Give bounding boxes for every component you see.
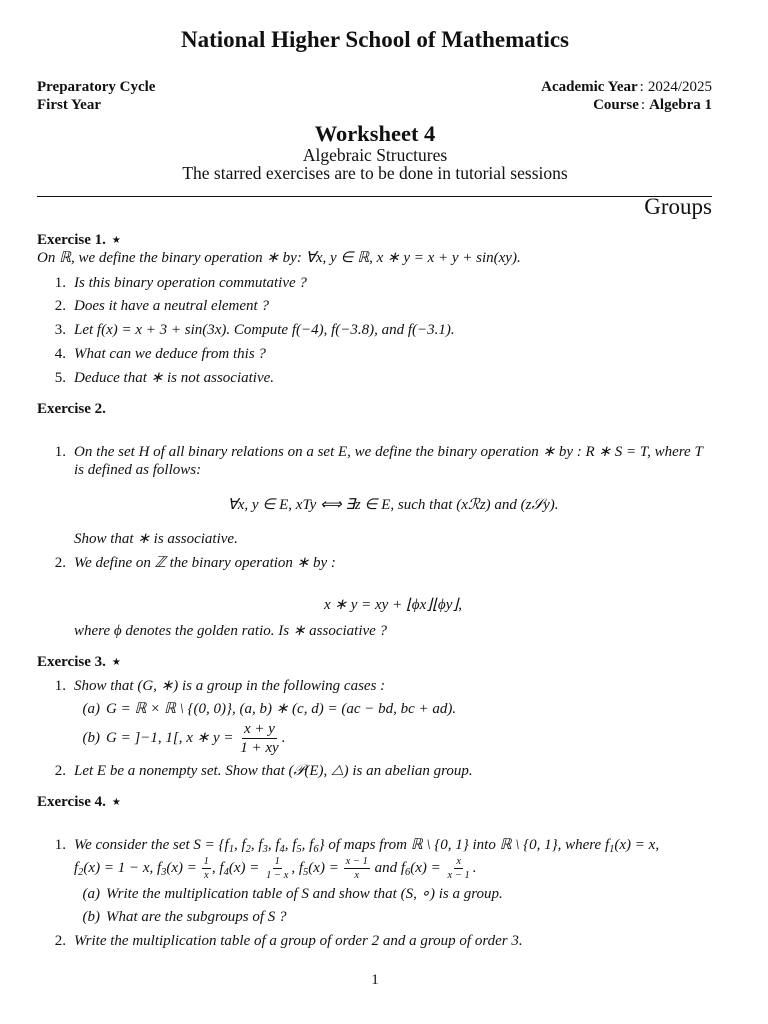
- item-text: We define on ℤ the binary operation ∗ by :: [74, 555, 336, 571]
- list-item-continuation: [0, 529, 768, 549]
- academic-year: [541, 77, 712, 97]
- item-text: where ϕ denotes the golden ratio. Is ∗ associative ?: [74, 623, 388, 639]
- worksheet-topic: Algebraic Structures: [302, 145, 448, 165]
- sub-item-label: (a): [82, 701, 100, 717]
- text-run: (x) =: [166, 860, 201, 876]
- year-label: First Year: [37, 97, 101, 113]
- exercise-title: Exercise 4.: [37, 794, 106, 810]
- item-number: 1.: [54, 444, 66, 460]
- formula: ∀x, y ∈ E, xTy ⟺ ∃z ∈ E, such that (xℛz) and (z𝒮y).: [227, 497, 559, 513]
- display-formula: [0, 495, 768, 515]
- fraction-numerator: x: [454, 856, 463, 869]
- item-number: 2.: [54, 933, 66, 949]
- text-run: , f: [250, 837, 263, 853]
- text-run: (x) =: [410, 860, 445, 876]
- list-item: [0, 931, 768, 951]
- text-run: (x) = 1 − x, f: [83, 860, 162, 876]
- item-text: Let f(x) = x + 3 + sin(3x). Compute f(−4), f(−3.8), and f(−3.1).: [74, 322, 455, 338]
- item-text: Show that (G, ∗) is a group in the following cases :: [74, 678, 386, 694]
- exercise-title: Exercise 1.: [37, 232, 106, 248]
- subscript: 5: [303, 867, 309, 879]
- fraction-denominator: x: [203, 870, 209, 882]
- separator: :: [640, 97, 646, 113]
- list-item: [0, 553, 768, 573]
- subscript: 2: [78, 867, 84, 879]
- sub-item: [0, 699, 768, 719]
- item-number: 3.: [54, 322, 66, 338]
- item-number: 1.: [54, 678, 66, 694]
- exercise-4-heading: [37, 792, 121, 814]
- section-title: Groups: [644, 194, 712, 219]
- text-run: , f: [211, 860, 224, 876]
- item-text: is defined as follows:: [74, 462, 202, 478]
- school-name: National Higher School of Mathematics: [181, 27, 569, 52]
- fraction-numerator: 1: [273, 856, 282, 869]
- subscript: 6: [405, 867, 411, 879]
- item-text: Write the multiplication table of a group of order 2 and a group of order 3.: [74, 933, 523, 949]
- item-text: Is this binary operation commutative ?: [74, 275, 307, 291]
- item-text: Let E be a nonempty set. Show that (𝒫(E), △) is an abelian group.: [74, 763, 473, 779]
- worksheet-note: The starred exercises are to be done in tutorial sessions: [182, 163, 568, 183]
- text-run: , f: [301, 837, 314, 853]
- star-icon: ★: [111, 797, 121, 808]
- item-text: [74, 835, 659, 855]
- worksheet-title: Worksheet 4: [314, 121, 436, 146]
- list-item: [0, 761, 768, 781]
- fraction: [264, 856, 290, 881]
- fraction-denominator: x: [354, 870, 360, 882]
- subscript: 5: [296, 844, 302, 856]
- list-item-continuation: [0, 621, 768, 641]
- subscript: 1: [609, 844, 615, 856]
- exercise-title: Exercise 3.: [37, 654, 106, 670]
- sub-item-text: Write the multiplication table of S and show that (S, ∘) is a group.: [106, 886, 503, 902]
- formula: x ∗ y = xy + ⌊ϕx⌋⌊ϕy⌋,: [324, 597, 462, 613]
- list-item: [0, 442, 768, 462]
- sub-item-text: [106, 720, 285, 757]
- fraction: [344, 856, 370, 881]
- fraction-numerator: x − 1: [344, 856, 370, 869]
- item-text: [74, 855, 477, 881]
- subscript: 2: [245, 844, 251, 856]
- subscript: 6: [313, 844, 319, 856]
- course-label: Course: [593, 97, 639, 113]
- text-run: G = ]−1, 1[, x ∗ y =: [106, 730, 238, 746]
- subscript: 3: [262, 844, 268, 856]
- text-run: , f: [291, 860, 304, 876]
- subscript: 4: [279, 844, 285, 856]
- fraction: [446, 856, 472, 881]
- subscript: 3: [161, 867, 167, 879]
- list-item-continuation: [0, 460, 768, 480]
- separator: :: [639, 79, 644, 95]
- exercise-title: Exercise 2.: [37, 401, 106, 417]
- subscript: 1: [228, 844, 234, 856]
- list-item: [0, 320, 768, 340]
- list-item: [0, 368, 768, 388]
- text-run: .: [281, 730, 286, 746]
- text-run: , f: [267, 837, 280, 853]
- academic-year-label: Academic Year: [541, 79, 638, 95]
- sub-item-label: (b): [82, 909, 100, 925]
- text-run: f: [74, 860, 79, 876]
- fraction-numerator: 1: [202, 856, 211, 869]
- fraction-denominator: x − 1: [447, 870, 470, 882]
- cycle-label: Preparatory Cycle: [37, 79, 156, 95]
- text-run: and f: [370, 860, 405, 876]
- item-text: Deduce that ∗ is not associative.: [74, 370, 275, 386]
- item-number: 2.: [54, 555, 66, 571]
- course: [593, 95, 712, 115]
- text-run: We consider the set S = {f: [74, 837, 229, 853]
- course-value: Algebra 1: [649, 97, 712, 113]
- display-formula: [0, 595, 768, 615]
- list-item: [0, 835, 768, 855]
- text-run: , f: [233, 837, 246, 853]
- item-text: On the set H of all binary relations on a set E, we define the binary operation ∗ by : R ∗ S = T, where T: [74, 444, 703, 460]
- item-number: 1.: [54, 837, 66, 853]
- item-text: What can we deduce from this ?: [74, 346, 266, 362]
- sub-item: [0, 884, 768, 904]
- list-item: [0, 273, 768, 293]
- fraction: [238, 721, 280, 757]
- list-item: [0, 344, 768, 364]
- sub-item: [0, 720, 768, 756]
- item-number: 5.: [54, 370, 66, 386]
- subscript: 4: [223, 867, 229, 879]
- sub-item-text: G = ℝ × ℝ \ {(0, 0)}, (a, b) ∗ (c, d) = (ac − bd, bc + ad).: [106, 701, 457, 717]
- text-run: } of maps from ℝ \ {0, 1} into ℝ \ {0, 1}, where f: [318, 837, 610, 853]
- star-icon: ★: [111, 657, 121, 668]
- item-text: Show that ∗ is associative.: [74, 531, 238, 547]
- exercise-2-heading: [37, 399, 106, 419]
- sub-item-text: What are the subgroups of S ?: [106, 909, 287, 925]
- fraction-denominator: 1 − x: [266, 870, 289, 882]
- text-run: (x) =: [228, 860, 264, 876]
- item-number: 2.: [54, 763, 66, 779]
- exercise-statement: On ℝ, we define the binary operation ∗ by: ∀x, y ∈ ℝ, x ∗ y = x + y + sin(xy).: [37, 250, 521, 266]
- fraction-numerator: x + y: [242, 721, 277, 740]
- page-number: 1: [371, 972, 379, 988]
- list-item-continuation: [0, 855, 768, 881]
- sub-item-label: (b): [82, 730, 100, 746]
- item-number: 4.: [54, 346, 66, 362]
- academic-year-value: 2024/2025: [647, 79, 712, 95]
- item-number: 2.: [54, 298, 66, 314]
- text-run: , f: [284, 837, 297, 853]
- list-item: [0, 676, 768, 696]
- list-item: [0, 296, 768, 316]
- sub-item: [0, 907, 768, 927]
- text-run: .: [472, 860, 477, 876]
- star-icon: ★: [111, 235, 121, 246]
- exercise-3-heading: [37, 652, 121, 674]
- item-text: Does it have a neutral element ?: [74, 298, 269, 314]
- text-run: (x) =: [308, 860, 343, 876]
- fraction-denominator: 1 + xy: [240, 740, 279, 757]
- header-divider: [37, 196, 712, 197]
- sub-item-label: (a): [82, 886, 100, 902]
- fraction: [202, 856, 211, 881]
- text-run: (x) = x,: [614, 837, 660, 853]
- item-number: 1.: [54, 275, 66, 291]
